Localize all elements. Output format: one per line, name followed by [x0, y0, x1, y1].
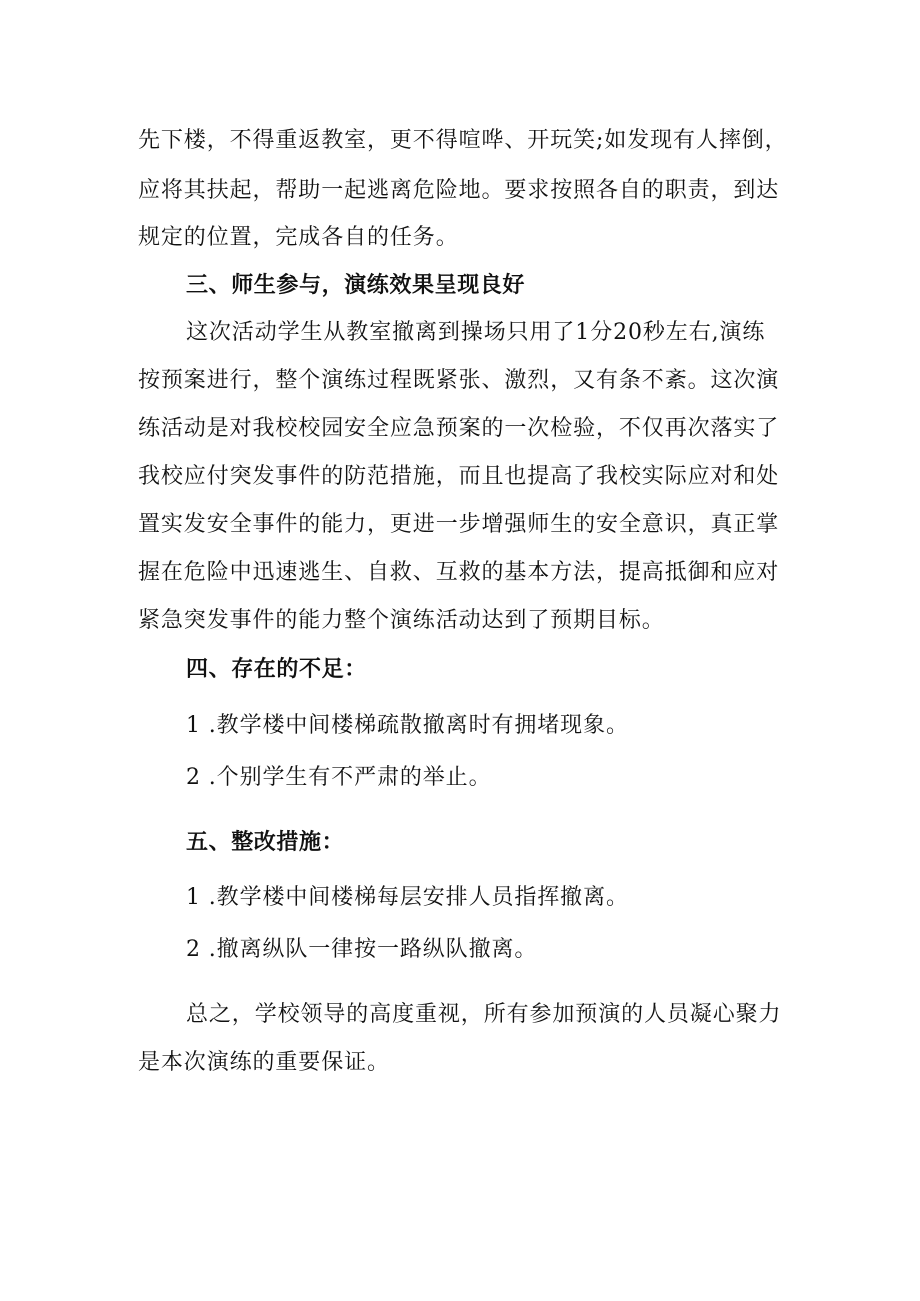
- list-item: 1 .教学楼中间楼梯疏散撤离时有拥堵现象。: [186, 713, 629, 738]
- paragraph-line: 这次活动学生从教室撤离到操场只用了1分20秒左右,演练: [186, 320, 766, 345]
- conclusion-line: 是本次演练的重要保证。: [138, 1050, 390, 1075]
- paragraph-line: 练活动是对我校校园安全应急预案的一次检验，不仅再次落实了: [138, 416, 780, 441]
- list-item: 1 .教学楼中间楼梯每层安排人员指挥撤离。: [186, 885, 629, 910]
- paragraph-line: 按预案进行，整个演练过程既紧张、激烈，又有条不紊。这次演: [138, 368, 780, 393]
- conclusion-line: 总之，学校领导的高度重视，所有参加预演的人员凝心聚力: [186, 1002, 782, 1027]
- paragraph-line: 握在危险中迅速逃生、自救、互救的基本方法，提高抵御和应对: [138, 560, 780, 585]
- list-item: 2 .个别学生有不严肃的举止。: [186, 765, 492, 790]
- paragraph-line: 规定的位置，完成各自的任务。: [138, 225, 459, 250]
- paragraph-line: 紧急突发事件的能力整个演练活动达到了预期目标。: [138, 608, 665, 633]
- section-heading-4: 四、存在的不足：: [186, 657, 367, 682]
- paragraph-line: 置实发安全事件的能力，更进一步增强师生的安全意识，真正掌: [138, 512, 780, 537]
- list-item: 2 .撤离纵队一律按一路纵队撤离。: [186, 937, 538, 962]
- section-heading-5: 五、整改措施：: [186, 830, 345, 855]
- paragraph-line: 我校应付突发事件的防范措施，而且也提高了我校实际应对和处: [138, 464, 780, 489]
- section-heading-3: 三、师生参与，演练效果呈现良好: [186, 273, 526, 298]
- paragraph-line: 先下楼，不得重返教室，更不得喧哗、开玩笑;如发现有人摔倒，: [138, 128, 788, 153]
- paragraph-line: 应将其扶起，帮助一起逃离危险地。要求按照各自的职责，到达: [138, 178, 780, 203]
